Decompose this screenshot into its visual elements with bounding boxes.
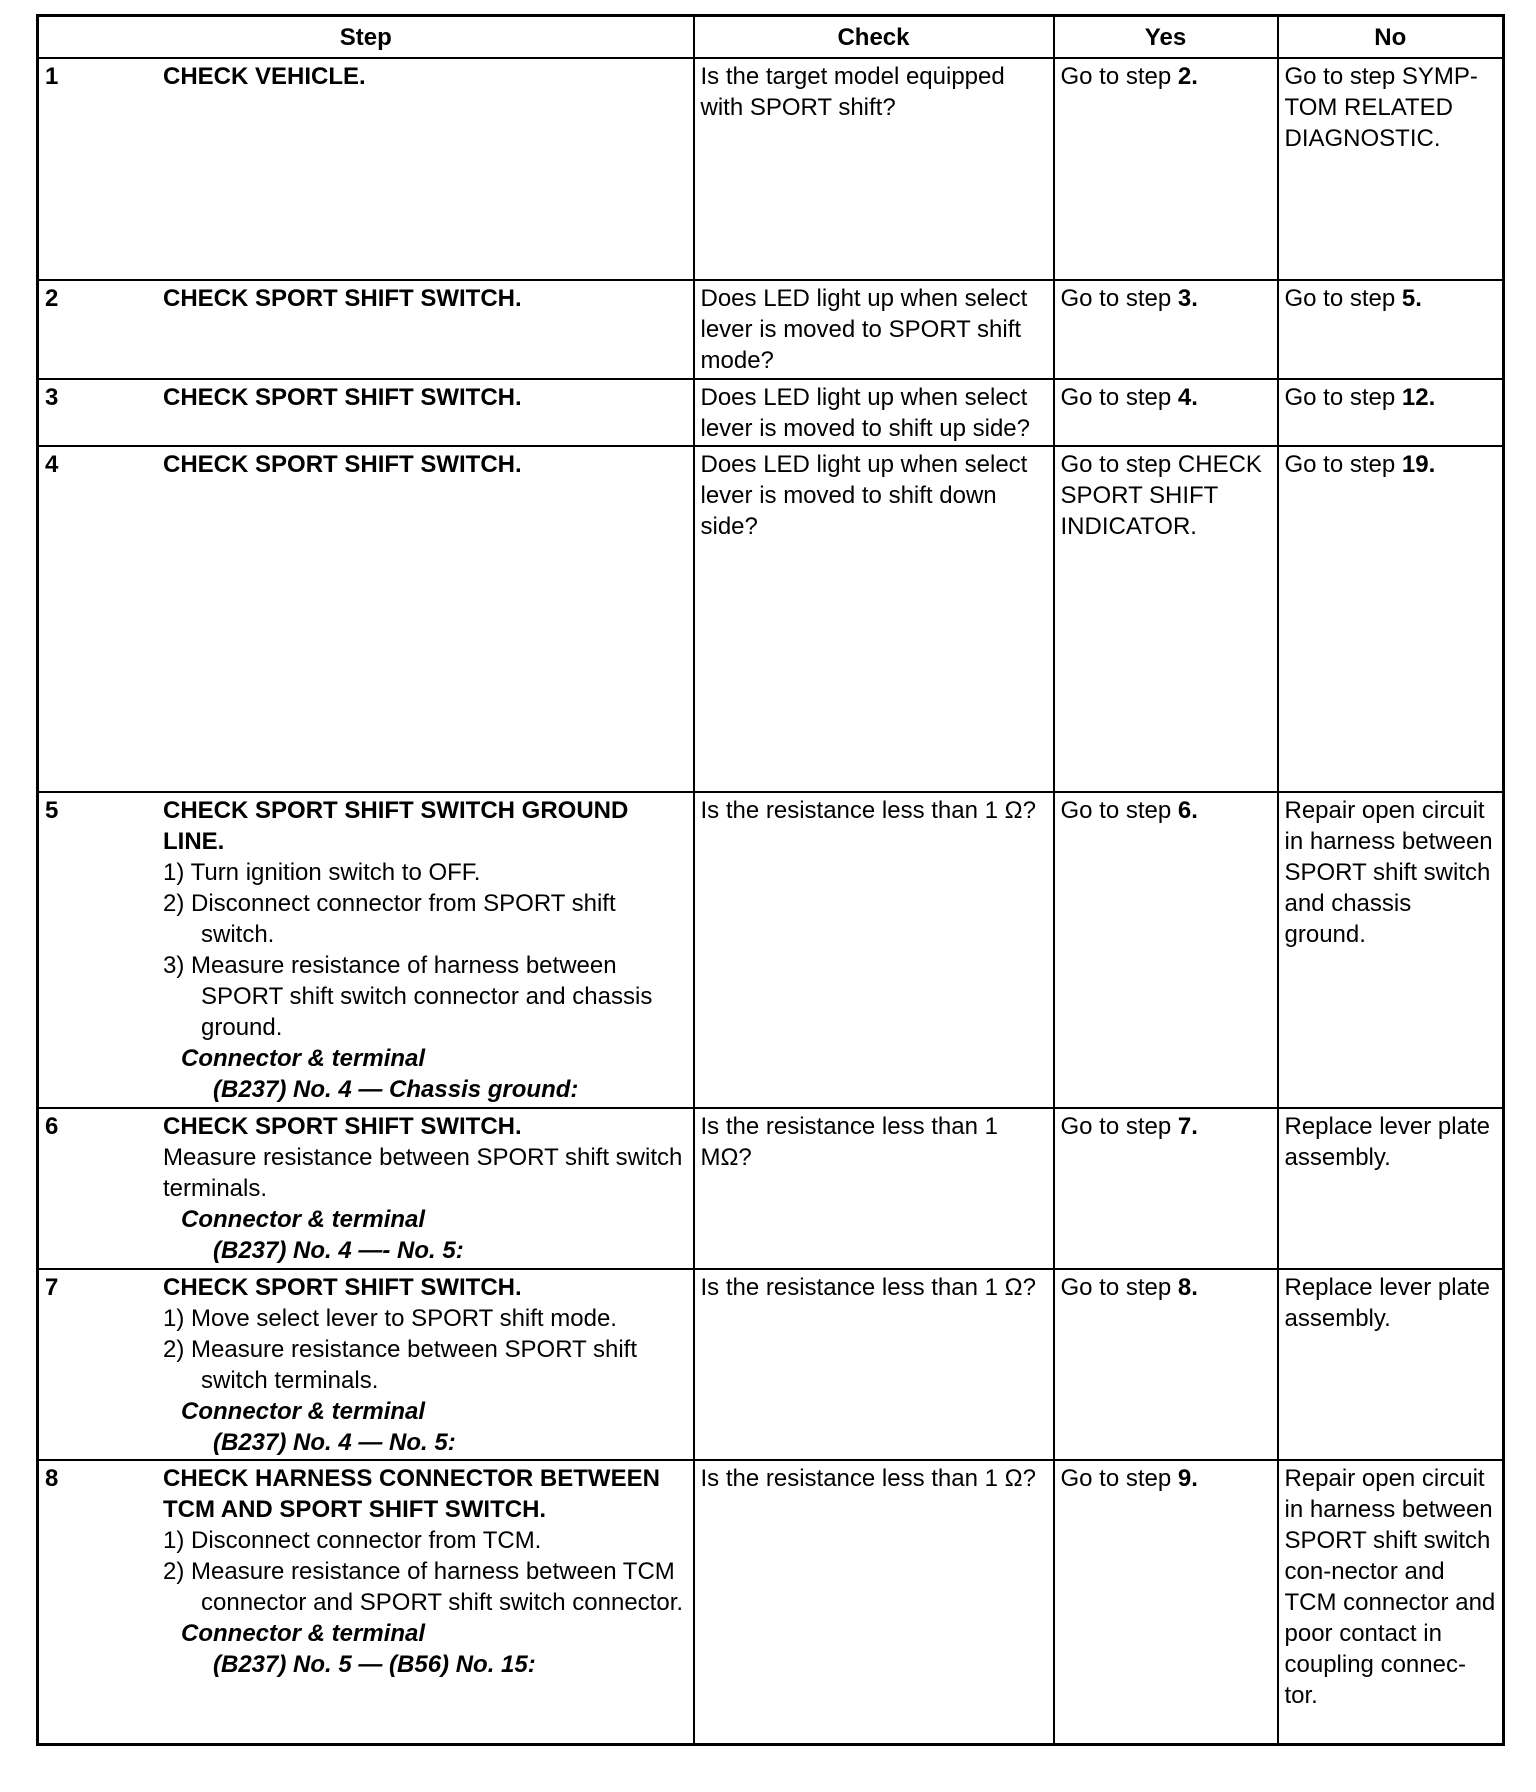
step-title: CHECK SPORT SHIFT SWITCH GROUND LINE. [163,797,629,855]
header-no: No [1278,16,1504,59]
connector-label: Connector & terminal [181,1206,426,1233]
step-title: CHECK SPORT SHIFT SWITCH. [163,285,522,312]
table-row [38,792,1504,1108]
yes-cell [1054,280,1278,379]
substep: 2) Measure resistance of harness between TCM connector and SPORT shift switch connector. [163,1558,684,1616]
step-cell [38,379,694,446]
substep: 2) Disconnect connector from SPORT shift switch. [163,890,616,948]
substep: 1) Move select lever to SPORT shift mode. [163,1305,617,1332]
check-cell: Is the resistance less than 1 MΩ? [694,1108,1054,1269]
step-number: 3 [45,384,59,411]
connector-label: Connector & terminal [181,1398,426,1425]
check-cell: Is the resistance less than 1 Ω? [694,1269,1054,1460]
no-cell: Replace lever plate assembly. [1278,1269,1504,1460]
step-title: CHECK SPORT SHIFT SWITCH. [163,451,522,478]
yes-step-ref: 8. [1177,1274,1198,1301]
step-cell [38,446,694,792]
step-cell [38,280,694,379]
connector-terminal: (B237) No. 5 — (B56) No. 15: [213,1651,536,1678]
yes-cell [1054,379,1278,446]
no-text: Go to step [1284,285,1402,312]
substep: 3) Measure resistance of harness between SPORT shift switch connector and chassis ground. [163,952,653,1041]
yes-text: Go to step [1060,1274,1178,1301]
step-cell [38,1460,694,1744]
table-row [38,58,1504,280]
step-title: CHECK SPORT SHIFT SWITCH. [163,384,522,411]
step-number: 4 [45,451,59,478]
check-cell: Does LED light up when select lever is moved to shift up side? [694,379,1054,446]
step-number: 7 [45,1274,59,1301]
no-cell [1278,379,1504,446]
substep-list [163,1525,687,1618]
substep: 1) Disconnect connector from TCM. [163,1527,542,1554]
yes-cell [1054,1269,1278,1460]
check-cell: Does LED light up when select lever is moved to SPORT shift mode? [694,280,1054,379]
no-cell: Repair open circuit in harness between SPORT shift switch con-nector and TCM connector and poor contact in coupling connec-tor. [1278,1460,1504,1744]
step-cell [38,1269,694,1460]
step-title: CHECK HARNESS CONNECTOR BETWEEN TCM AND SPORT SHIFT SWITCH. [163,1465,660,1523]
yes-step-ref: 3. [1177,285,1198,312]
yes-cell [1054,1108,1278,1269]
step-number: 2 [45,285,59,312]
table-row [38,1108,1504,1269]
substep: 2) Measure resistance between SPORT shift switch terminals. [163,1336,637,1394]
no-cell: Replace lever plate assembly. [1278,1108,1504,1269]
yes-text: Go to step [1060,63,1178,90]
header-yes: Yes [1054,16,1278,59]
no-cell [1278,446,1504,792]
yes-text: Go to step [1060,1113,1178,1140]
yes-step-ref: 9. [1177,1465,1198,1492]
connector-label: Connector & terminal [181,1620,426,1647]
step-title: CHECK SPORT SHIFT SWITCH. [163,1113,522,1140]
connector-terminal: (B237) No. 4 — Chassis ground: [213,1076,579,1103]
header-row [38,16,1504,59]
table-row [38,379,1504,446]
table-row [38,446,1504,792]
diagnostic-table [36,14,1505,1746]
yes-text: Go to step [1060,797,1178,824]
no-step-ref: 5. [1401,285,1422,312]
header-step: Step [38,16,694,59]
check-cell: Is the target model equipped with SPORT shift? [694,58,1054,280]
header-check: Check [694,16,1054,59]
yes-cell: Go to step CHECK SPORT SHIFT INDICATOR. [1054,446,1278,792]
no-text: Go to step [1284,384,1402,411]
check-cell: Does LED light up when select lever is moved to shift down side? [694,446,1054,792]
step-number: 6 [45,1113,59,1140]
yes-step-ref: 6. [1177,797,1198,824]
yes-cell [1054,58,1278,280]
yes-step-ref: 7. [1177,1113,1198,1140]
step-number: 8 [45,1465,59,1492]
check-cell: Is the resistance less than 1 Ω? [694,1460,1054,1744]
yes-cell [1054,1460,1278,1744]
step-number: 5 [45,797,59,824]
yes-text: Go to step [1060,285,1178,312]
no-cell [1278,280,1504,379]
substep-list [163,1303,687,1396]
step-cell [38,58,694,280]
no-cell: Go to step SYMP-TOM RELATED DIAGNOSTIC. [1278,58,1504,280]
table-row [38,1460,1504,1744]
yes-text: Go to step [1060,384,1178,411]
substep: 1) Turn ignition switch to OFF. [163,859,481,886]
step-cell [38,1108,694,1269]
table-row [38,1269,1504,1460]
yes-step-ref: 2. [1177,63,1198,90]
substep-list [163,857,687,1043]
step-cell [38,792,694,1108]
yes-text: Go to step [1060,1465,1178,1492]
yes-step-ref: 4. [1177,384,1198,411]
no-step-ref: 12. [1401,384,1436,411]
connector-terminal: (B237) No. 4 — No. 5: [213,1429,456,1456]
yes-cell [1054,792,1278,1108]
check-cell: Is the resistance less than 1 Ω? [694,792,1054,1108]
connector-label: Connector & terminal [181,1045,426,1072]
no-text: Go to step [1284,451,1402,478]
no-cell: Repair open circuit in harness between SPORT shift switch and chassis ground. [1278,792,1504,1108]
step-title: CHECK VEHICLE. [163,63,366,90]
step-instruction: Measure resistance between SPORT shift switch terminals. [163,1144,683,1202]
no-step-ref: 19. [1401,451,1436,478]
table-row [38,280,1504,379]
connector-terminal: (B237) No. 4 —- No. 5: [213,1237,464,1264]
step-title: CHECK SPORT SHIFT SWITCH. [163,1274,522,1301]
step-number: 1 [45,63,59,90]
